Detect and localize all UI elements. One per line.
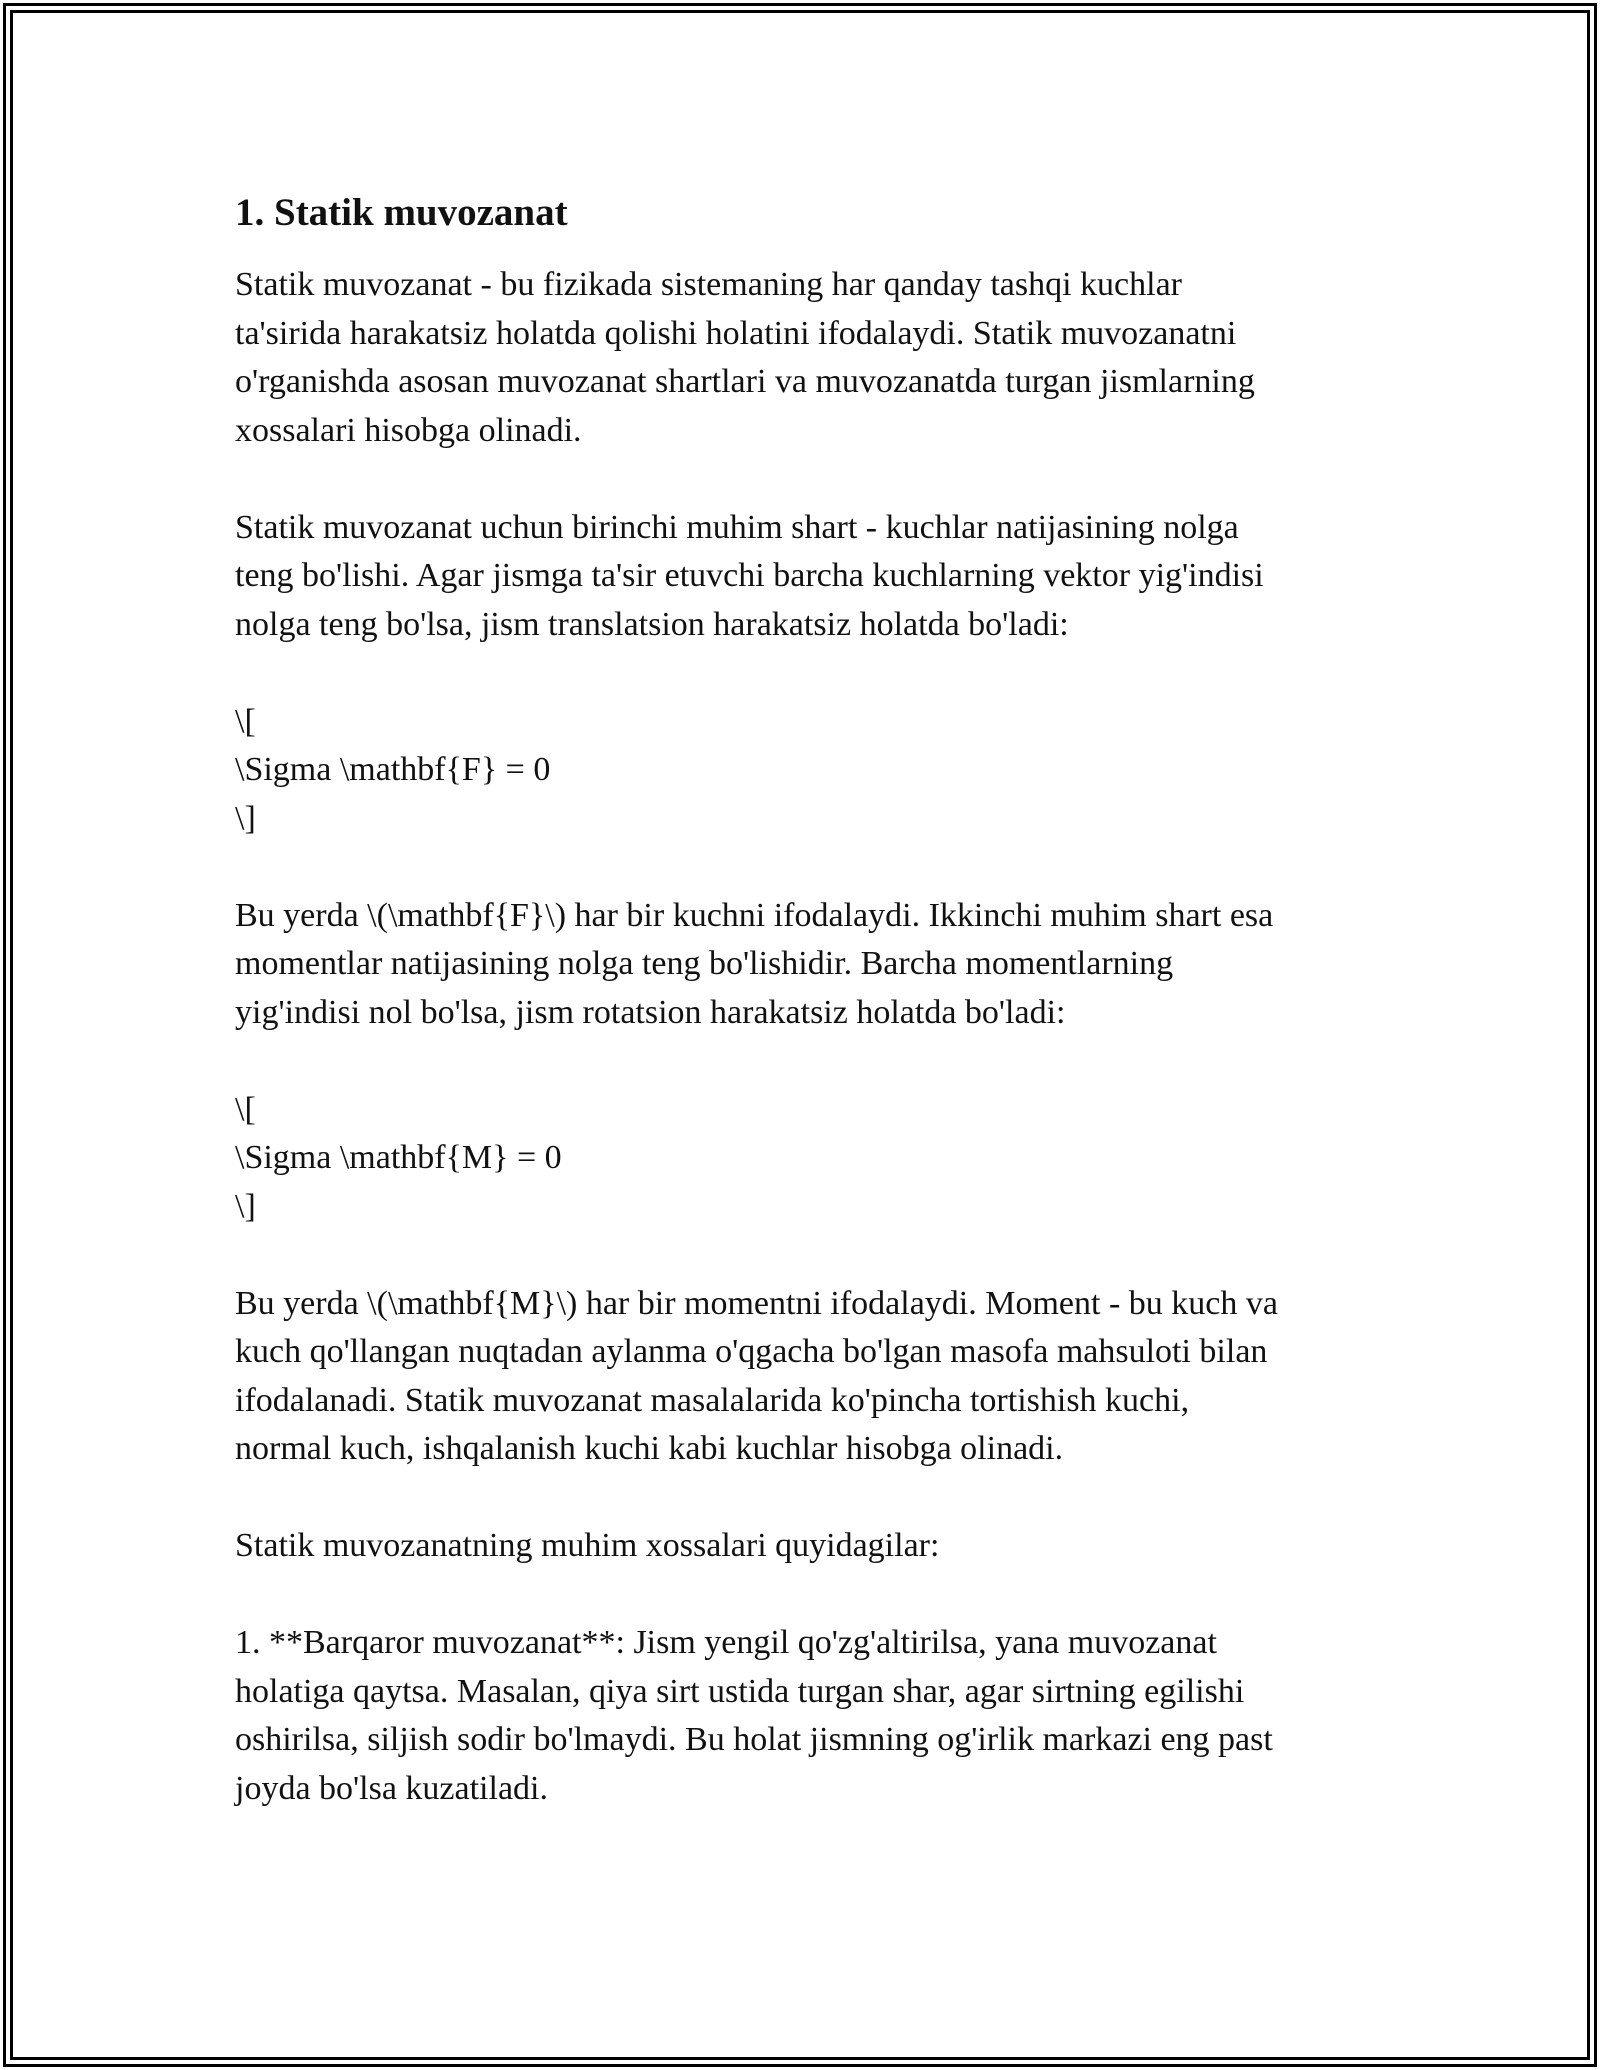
equation-moment-sum: \[ \Sigma \mathbf{M} = 0 \]	[235, 1090, 562, 1225]
paragraph-moment-definition: Bu yerda \(\mathbf{M}\) har bir momentni ifodalaydi. Moment - bu kuch va kuch qo'llangan nuqtadan aylanma o'qgacha bo'lgan masofa mahsuloti bilan ifodalanadi. Statik muvozanat masalalarida ko'pincha tortishish kuchi, normal kuch, ishqalanish kuchi kabi kuchlar hisobga olinadi.	[235, 1284, 1278, 1467]
document-body	[235, 180, 1385, 1862]
equation-force-sum: \[ \Sigma \mathbf{F} = 0 \]	[235, 702, 551, 837]
paragraph-intro: Statik muvozanat - bu fizikada sistemaning har qanday tashqi kuchlar ta'sirida harakatsiz holatda qolishi holatini ifodalaydi. Statik muvozanatni o'rganishda asosan muvozanat shartlari va muvozanatda turgan jismlarning xossalari hisobga olinadi.	[235, 266, 1255, 449]
list-item-stable-equilibrium: 1. **Barqaror muvozanat**: Jism yengil qo'zg'altirilsa, yana muvozanat holatiga qaytsa. Masalan, qiya sirt ustida turgan shar, agar sirtning egilishi oshirilsa, siljish sodir bo'lmaydi. Bu holat jismning og'irlik markazi eng past joyda bo'lsa kuzatiladi.	[235, 1624, 1273, 1807]
paragraph-second-condition: Bu yerda \(\mathbf{F}\) har bir kuchni ifodalaydi. Ikkinchi muhim shart esa momentlar natijasining nolga teng bo'lishidir. Barcha momentlarning yig'indisi nol bo'lsa, jism rotatsion harakatsiz holatda bo'ladi:	[235, 896, 1274, 1031]
paragraph-properties-intro: Statik muvozanatning muhim xossalari quyidagilar:	[235, 1527, 940, 1564]
paragraph-first-condition: Statik muvozanat uchun birinchi muhim shart - kuchlar natijasining nolga teng bo'lishi. Agar jismga ta'sir etuvchi barcha kuchlarning vektor yig'indisi nolga teng bo'lsa, jism translatsion harakatsiz holatda bo'ladi:	[235, 508, 1264, 643]
section-heading: 1. Statik muvozanat	[235, 191, 568, 234]
